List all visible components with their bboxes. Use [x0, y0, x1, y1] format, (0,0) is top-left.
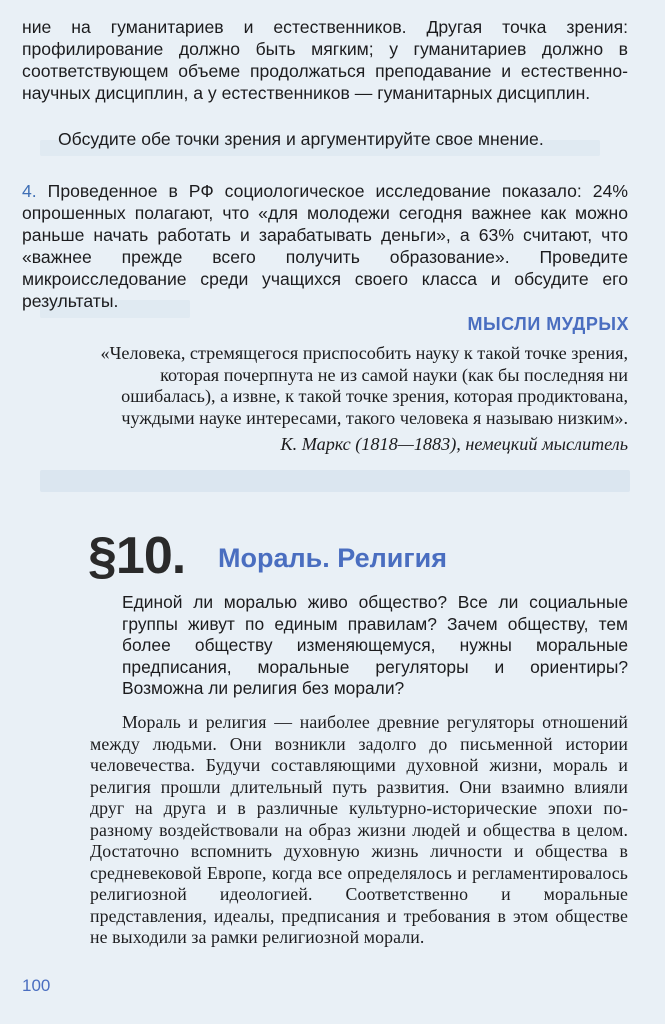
quote-block [86, 343, 628, 455]
page-number: 100 [22, 976, 51, 995]
bleed-through-band [40, 470, 630, 492]
paragraph-discuss-prompt: Обсудите обе точки зрения и аргументируйте свое мнение. [58, 129, 544, 149]
intro-questions-block [122, 592, 628, 700]
section-number: §10. [88, 527, 186, 585]
intro-questions: Единой ли моралью живо общество? Все ли социальные группы живут по единым правилам? Зачем обществу, тем более обществу изменяющемуся, нужны моральные предписания, моральные регуляторы и ориентиры? Возможна ли религия без морали? [122, 592, 628, 698]
body-text-block [90, 712, 628, 949]
paragraph-profiling-views: ние на гуманитариев и естественников. Другая точка зрения: профилирование должно быть мягким; у гуманитариев должно в соответствующем объеме продолжаться преподавание и естественно-научных дисциплин, а у естественников — гуманитарных дисциплин. [22, 17, 628, 103]
quote-author: К. Маркс (1818—1883), немецкий мыслитель [280, 434, 628, 454]
task-number: 4. [22, 181, 37, 201]
wise-thoughts-heading: МЫСЛИ МУДРЫХ [467, 314, 629, 334]
section-title: Мораль. Религия [218, 543, 447, 573]
quote-text: «Человека, стремящегося приспособить науку к такой точке зрения, которая почерпнута не из самой науки (как бы последняя ни ошибалась), а извне, к такой точке зрения, которая продиктована, чуждыми науке интересами, такого человека я называю низким». [100, 343, 628, 428]
task-text: Проведенное в РФ социологическое исследование показало: 24% опрошенных полагают, что «для молодежи сегодня важнее как можно раньше начать работать и зарабатывать деньги», а 63% считают, что «важнее прежде всего получить образование». Проведите микроисследование среди учащихся своего класса и обсудите его результаты. [22, 181, 628, 311]
task-4 [22, 180, 628, 312]
body-paragraph: Мораль и религия — наиболее древние регуляторы отношений между людьми. Они возникли задолго до письменной истории человечества. Будучи составляющими духовной жизни, мораль и религия прошли длительный путь развития. Они взаимно влияли друг на друга и в различные культурно-исторические эпохи по-разному воздействовали на образ жизни людей и общества в целом. Достаточно вспомнить духовную жизнь личности и общества в средневековой Европе, когда все определялось и регламентировалось религиозной идеологией. Соответственно и моральные представления, идеалы, предписания и требования в этом обществе не выходили за рамки религиозной морали. [90, 712, 628, 947]
